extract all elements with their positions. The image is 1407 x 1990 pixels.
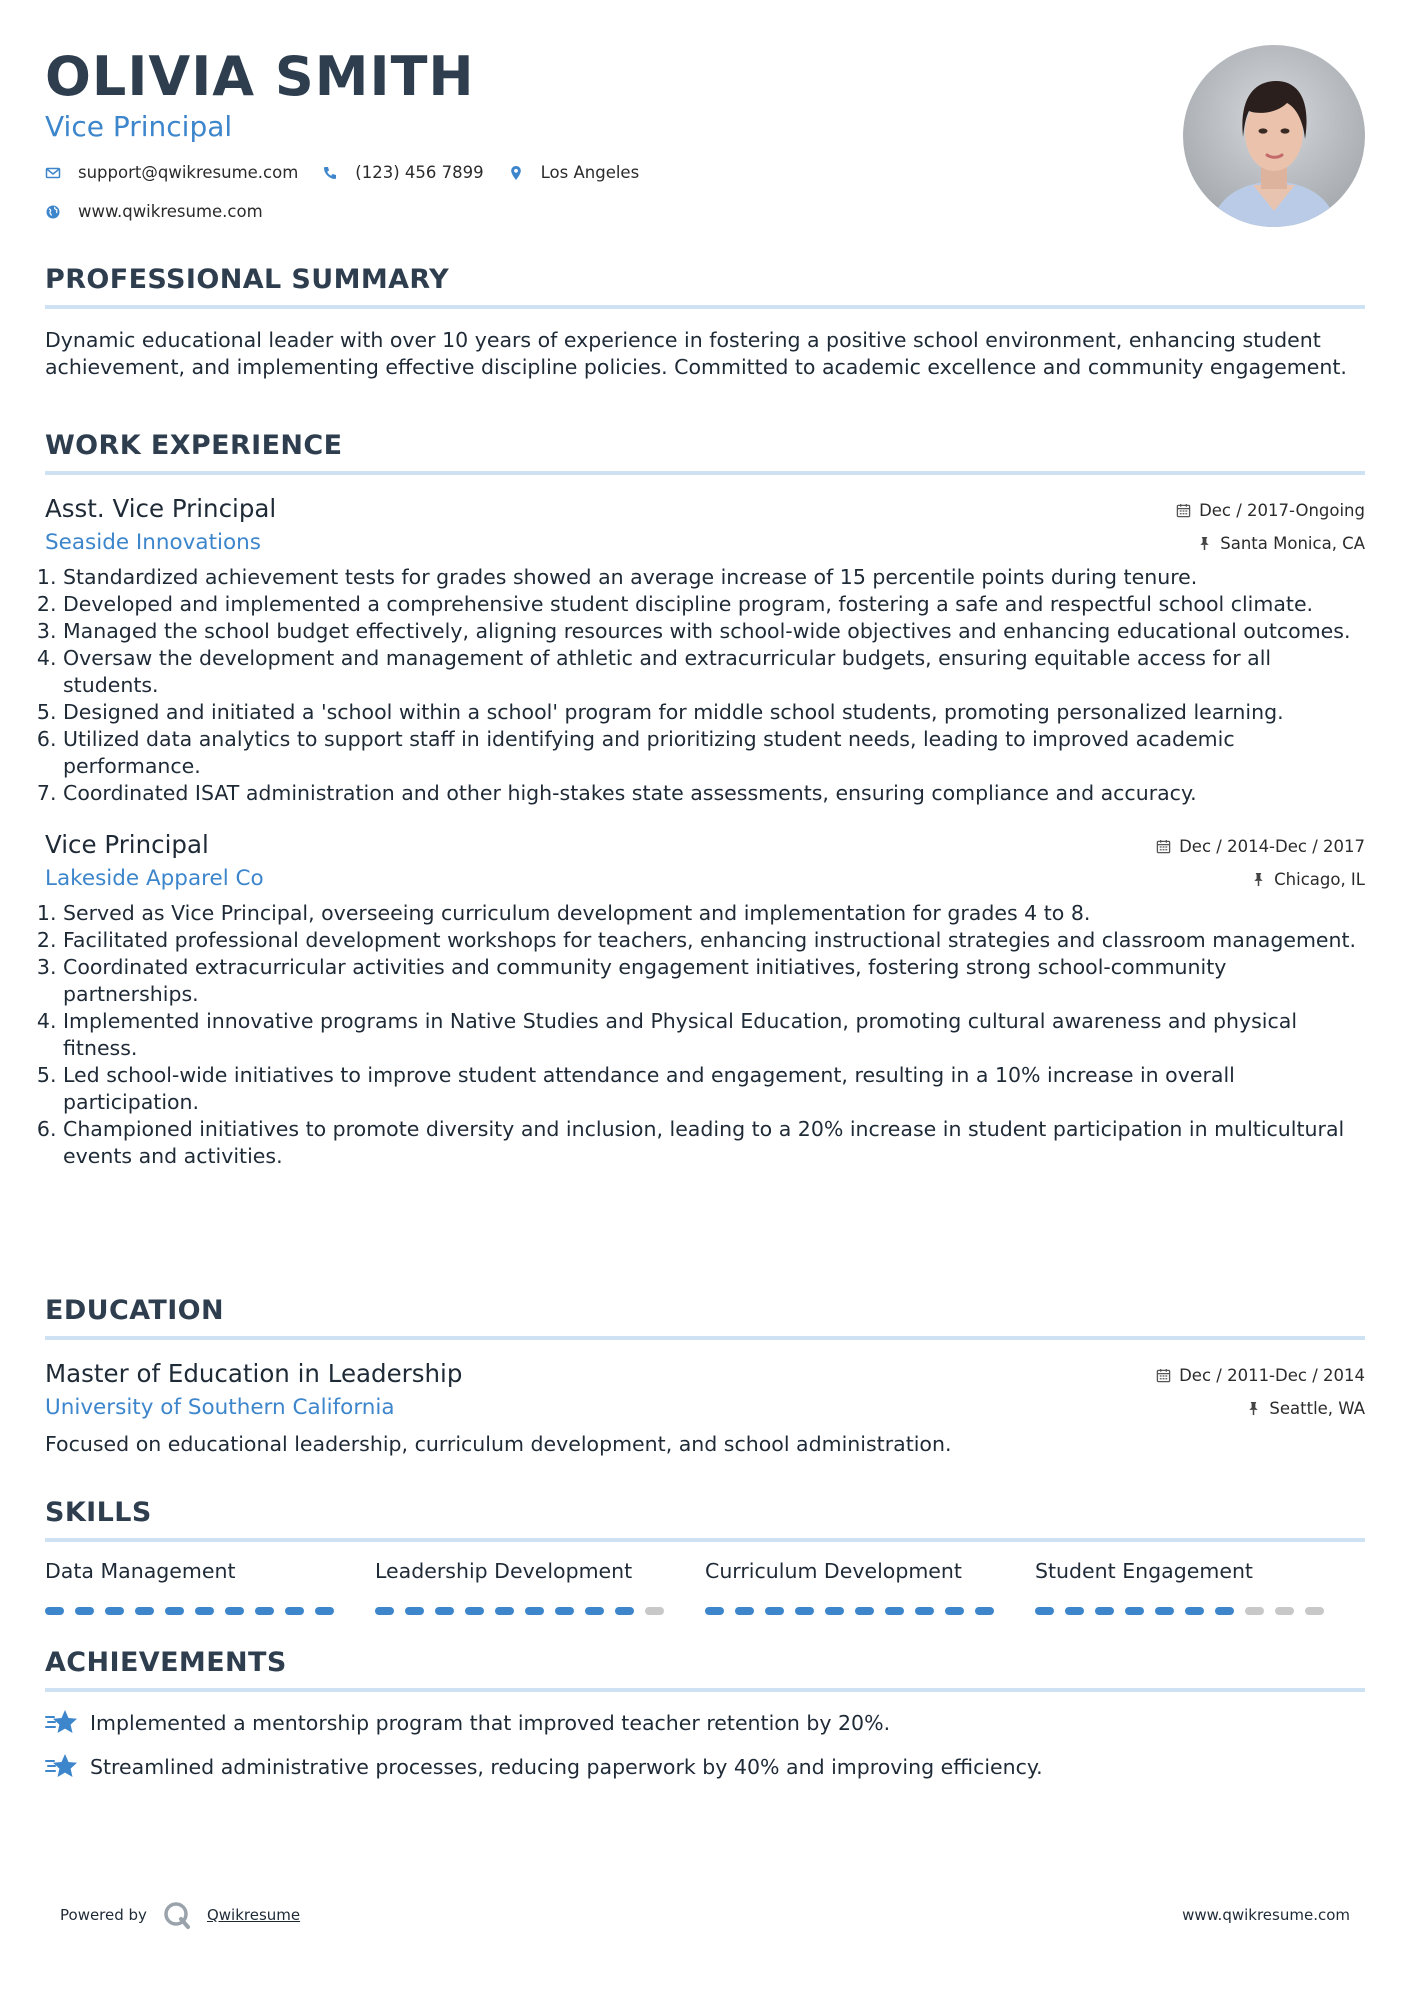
skill-dot-filled	[285, 1607, 304, 1615]
brand-link[interactable]: Qwikresume	[206, 1906, 301, 1924]
school-name: University of Southern California	[45, 1395, 395, 1420]
skill-dot-empty	[1305, 1607, 1324, 1615]
star-icon	[45, 1708, 79, 1738]
achievement-item	[45, 1752, 1365, 1782]
skill-dot-filled	[465, 1607, 484, 1615]
job-company: Seaside Innovations	[45, 530, 261, 555]
education-date	[1156, 1366, 1365, 1385]
skill-dot-filled	[885, 1607, 904, 1615]
summary-heading: PROFESSIONAL SUMMARY	[45, 264, 450, 295]
powered-by-label: Powered by	[60, 1906, 147, 1924]
skill-dot-filled	[525, 1607, 544, 1615]
skill-item	[45, 1557, 375, 1615]
calendar-icon	[1176, 503, 1191, 518]
skill-dot-filled	[75, 1607, 94, 1615]
skill-dot-empty	[1245, 1607, 1264, 1615]
skill-dot-filled	[585, 1607, 604, 1615]
skill-dot-filled	[855, 1607, 874, 1615]
skill-dot-empty	[1275, 1607, 1294, 1615]
skill-dot-filled	[225, 1607, 244, 1615]
degree-title: Master of Education in Leadership	[45, 1359, 463, 1388]
section-divider	[45, 305, 1365, 309]
job-entry-2	[45, 829, 1365, 1170]
calendar-icon	[1156, 1368, 1171, 1383]
job-company: Lakeside Apparel Co	[45, 866, 264, 891]
job-date	[1176, 501, 1365, 520]
skill-dot-filled	[915, 1607, 934, 1615]
list-item: 6. Utilized data analytics to support staff in identifying and prioritizing student needs, leading to improved academic performance.	[63, 726, 1365, 780]
skill-dot-filled	[105, 1607, 124, 1615]
job-date	[1156, 837, 1365, 856]
achievements-section	[45, 1646, 1365, 1782]
education-location	[1246, 1399, 1365, 1418]
summary-text: Dynamic educational leader with over 10 years of experience in fostering a positive school environment, enhancing student achievement, and implementing effective discipline policies. Committed to academic excellence and community engagement.	[45, 328, 1347, 379]
list-item: 1. Standardized achievement tests for grades showed an average increase of 15 percentile points during tenure.	[63, 564, 1365, 591]
skill-dot-empty	[645, 1607, 664, 1615]
skill-dot-filled	[45, 1607, 64, 1615]
section-divider	[45, 1688, 1365, 1692]
email-icon	[45, 165, 61, 181]
education-header	[45, 1358, 1365, 1428]
skill-name: Curriculum Development	[705, 1559, 962, 1583]
skill-name: Student Engagement	[1035, 1559, 1253, 1583]
skill-dot-filled	[435, 1607, 454, 1615]
skill-item	[375, 1557, 705, 1615]
job-location-text: Chicago, IL	[1274, 870, 1365, 889]
page-footer	[60, 1900, 1350, 1930]
skill-dot-filled	[1185, 1607, 1204, 1615]
map-pin-icon	[508, 165, 524, 181]
section-divider	[45, 1538, 1365, 1542]
skill-dot-filled	[555, 1607, 574, 1615]
skill-dot-filled	[705, 1607, 724, 1615]
list-item: 2. Developed and implemented a comprehensive student discipline program, fostering a safe and respectful school climate.	[63, 591, 1365, 618]
skill-dot-filled	[765, 1607, 784, 1615]
skill-rating	[705, 1607, 1035, 1615]
list-item: 5. Designed and initiated a 'school within a school' program for middle school students, promoting personalized learning.	[63, 699, 1365, 726]
candidate-title: Vice Principal	[45, 110, 233, 143]
skill-dot-filled	[945, 1607, 964, 1615]
pushpin-icon	[1246, 1401, 1261, 1416]
skill-rating	[375, 1607, 705, 1615]
calendar-icon	[1156, 839, 1171, 854]
skill-dot-filled	[825, 1607, 844, 1615]
achievements-heading: ACHIEVEMENTS	[45, 1647, 287, 1678]
skill-dot-filled	[495, 1607, 514, 1615]
education-date-text: Dec / 2011-Dec / 2014	[1179, 1366, 1365, 1385]
list-item: 7. Coordinated ISAT administration and other high-stakes state assessments, ensuring compliance and accuracy.	[63, 780, 1365, 807]
job-location-text: Santa Monica, CA	[1220, 534, 1365, 553]
skill-name: Leadership Development	[375, 1559, 633, 1583]
skill-rating	[45, 1607, 375, 1615]
achievement-text: Implemented a mentorship program that improved teacher retention by 20%.	[90, 1710, 891, 1735]
contact-phone[interactable]	[322, 163, 483, 182]
skill-dot-filled	[795, 1607, 814, 1615]
skill-dot-filled	[195, 1607, 214, 1615]
globe-icon	[45, 204, 61, 220]
achievement-item	[45, 1708, 1365, 1738]
summary-section	[45, 263, 1365, 381]
skill-dot-filled	[1065, 1607, 1084, 1615]
education-section	[45, 1294, 1365, 1458]
skill-dot-filled	[135, 1607, 154, 1615]
skills-heading: SKILLS	[45, 1497, 152, 1528]
skill-dot-filled	[1215, 1607, 1234, 1615]
pushpin-icon	[1197, 536, 1212, 551]
skill-dot-filled	[315, 1607, 334, 1615]
contact-website[interactable]	[45, 202, 263, 221]
skill-name: Data Management	[45, 1559, 236, 1583]
profile-photo	[1183, 45, 1365, 227]
skill-dot-filled	[405, 1607, 424, 1615]
list-item: 4. Implemented innovative programs in Native Studies and Physical Education, promoting cultural awareness and physical fitness.	[63, 1008, 1365, 1062]
list-item: 1. Served as Vice Principal, overseeing curriculum development and implementation for grades 4 to 8.	[63, 900, 1365, 927]
phone-icon	[322, 165, 338, 181]
education-location-text: Seattle, WA	[1269, 1399, 1365, 1418]
skill-item	[1035, 1557, 1365, 1615]
list-item: 2. Facilitated professional development workshops for teachers, enhancing instructional strategies and classroom management.	[63, 927, 1365, 954]
skills-section	[45, 1496, 1365, 1615]
skill-dot-filled	[735, 1607, 754, 1615]
contact-email[interactable]	[45, 163, 298, 182]
list-item: 3. Managed the school budget effectively, aligning resources with school-wide objectives and enhancing educational outcomes.	[63, 618, 1365, 645]
avatar	[1183, 45, 1365, 227]
skill-dot-filled	[975, 1607, 994, 1615]
powered-by	[60, 1900, 300, 1930]
resume-header	[45, 45, 1365, 235]
list-item: 4. Oversaw the development and management of athletic and extracurricular budgets, ensuring equitable access for all students.	[63, 645, 1365, 699]
job-bullets	[45, 900, 1365, 1170]
list-item: 5. Led school-wide initiatives to improve student attendance and engagement, resulting in a 10% increase in overall participation.	[63, 1062, 1365, 1116]
list-item: 3. Coordinated extracurricular activities and community engagement initiatives, fostering strong school-community partnerships.	[63, 954, 1365, 1008]
skill-dot-filled	[1095, 1607, 1114, 1615]
job-entry-1	[45, 493, 1365, 807]
contact-location	[508, 163, 640, 182]
skill-dot-filled	[615, 1607, 634, 1615]
section-divider	[45, 1336, 1365, 1340]
skill-dot-filled	[255, 1607, 274, 1615]
job-location	[1197, 534, 1365, 553]
education-description: Focused on educational leadership, curriculum development, and school administration.	[45, 1432, 952, 1456]
job-title: Asst. Vice Principal	[45, 494, 277, 523]
skill-rating	[1035, 1607, 1365, 1615]
list-item: 6. Championed initiatives to promote diversity and inclusion, leading to a 20% increase in student participation in multicultural events and activities.	[63, 1116, 1365, 1170]
website-text: www.qwikresume.com	[78, 202, 263, 221]
pushpin-icon	[1251, 872, 1266, 887]
phone-text: (123) 456 7899	[355, 163, 484, 182]
skill-dot-filled	[375, 1607, 394, 1615]
contact-row-1	[45, 163, 1365, 182]
achievement-text: Streamlined administrative processes, reducing paperwork by 40% and improving efficiency.	[90, 1754, 1043, 1779]
education-heading: EDUCATION	[45, 1295, 225, 1326]
skill-dot-filled	[1125, 1607, 1144, 1615]
skill-dot-filled	[1035, 1607, 1054, 1615]
star-icon	[45, 1752, 79, 1782]
job-header	[45, 829, 1365, 899]
candidate-name: OLIVIA SMITH	[45, 45, 475, 108]
skill-dot-filled	[165, 1607, 184, 1615]
skill-dot-filled	[1155, 1607, 1174, 1615]
skills-grid	[45, 1557, 1365, 1615]
footer-url[interactable]: www.qwikresume.com	[1182, 1906, 1350, 1924]
location-text: Los Angeles	[540, 163, 640, 182]
section-divider	[45, 471, 1365, 475]
job-location	[1251, 870, 1365, 889]
job-header	[45, 493, 1365, 563]
experience-section	[45, 429, 1365, 1170]
job-title: Vice Principal	[45, 830, 209, 859]
job-date-text: Dec / 2014-Dec / 2017	[1179, 837, 1365, 856]
qwikresume-logo-icon	[162, 1900, 192, 1930]
job-date-text: Dec / 2017-Ongoing	[1199, 501, 1365, 520]
experience-heading: WORK EXPERIENCE	[45, 430, 343, 461]
contact-row-2	[45, 202, 1365, 221]
skill-item	[705, 1557, 1035, 1615]
job-bullets	[45, 564, 1365, 807]
email-text: support@qwikresume.com	[78, 163, 299, 182]
